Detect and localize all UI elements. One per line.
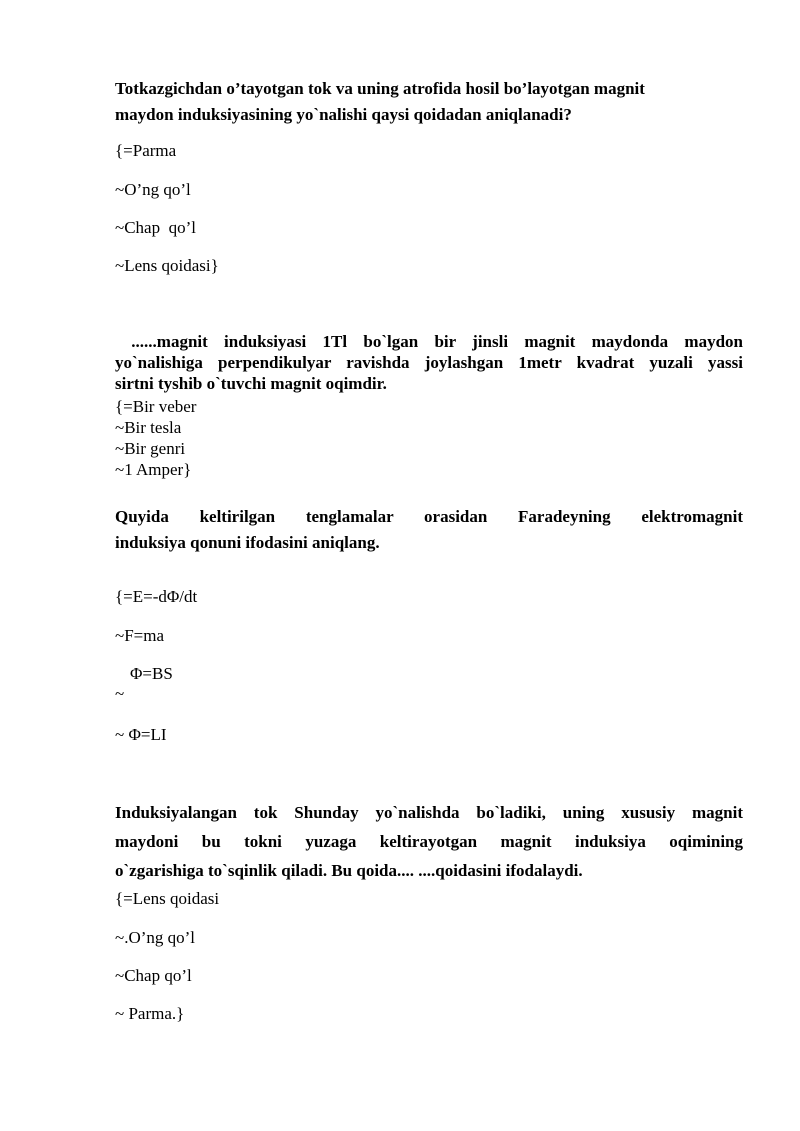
answer-option: ~ [115,684,125,703]
question-2-text [115,331,743,394]
question-1-text [115,76,743,128]
answer-option: {=Bir veber [115,397,197,416]
answer-option: ~1 Amper} [115,460,192,479]
answer-option: {=Lens qoidasi [115,889,220,908]
question-line: maydoni bu tokni yuzaga keltirayotgan magnit induksiya oqimining [115,832,743,851]
answer-option: ~F=ma [115,626,165,645]
question-line: ......magnit induksiyasi 1Tl bo`lgan bir jinsli magnit maydonda maydon [115,332,743,351]
question-line: o`zgarishiga to`sqinlik qiladi. Bu qoida.... ....qoidasini ifodalaydi. [115,861,583,880]
question-3-text [115,504,743,556]
question-line: yo`nalishiga perpendikulyar ravishda joylashgan 1metr kvadrat yuzali yassi [115,353,743,372]
question-4-text [115,798,743,885]
answer-option: ~.O’ng qo’l [115,928,196,947]
answer-option: ~Lens qoidasi} [115,256,219,275]
question-line: Induksiyalangan tok Shunday yo`nalishda bo`ladiki, uning xususiy magnit [115,803,743,822]
answer-option: ~Chap qo’l [115,966,192,985]
answer-option: ~ Φ=LI [115,725,167,744]
answer-option: ~Bir tesla [115,418,182,437]
answer-option: ~ Parma.} [115,1004,185,1023]
question-line: maydon induksiyasining yo`nalishi qaysi qoidadan aniqlanadi? [115,105,572,124]
answer-option: ~Chap qo’l [115,218,196,237]
answer-option: ~O’ng qo’l [115,180,191,199]
question-line: Quyida keltirilgan tenglamalar orasidan Faradeyning elektromagnit [115,507,743,526]
answer-option: {=E=-dΦ/dt [115,587,198,606]
answer-option: ~Bir genri [115,439,186,458]
answer-option: {=Parma [115,141,177,160]
answer-option: Φ=BS [130,664,173,683]
question-line: sirtni tyshib o`tuvchi magnit oqimdir. [115,374,387,393]
question-line: induksiya qonuni ifodasini aniqlang. [115,533,380,552]
question-line: Totkazgichdan o’tayotgan tok va uning atrofida hosil bo’layotgan magnit [115,79,645,98]
